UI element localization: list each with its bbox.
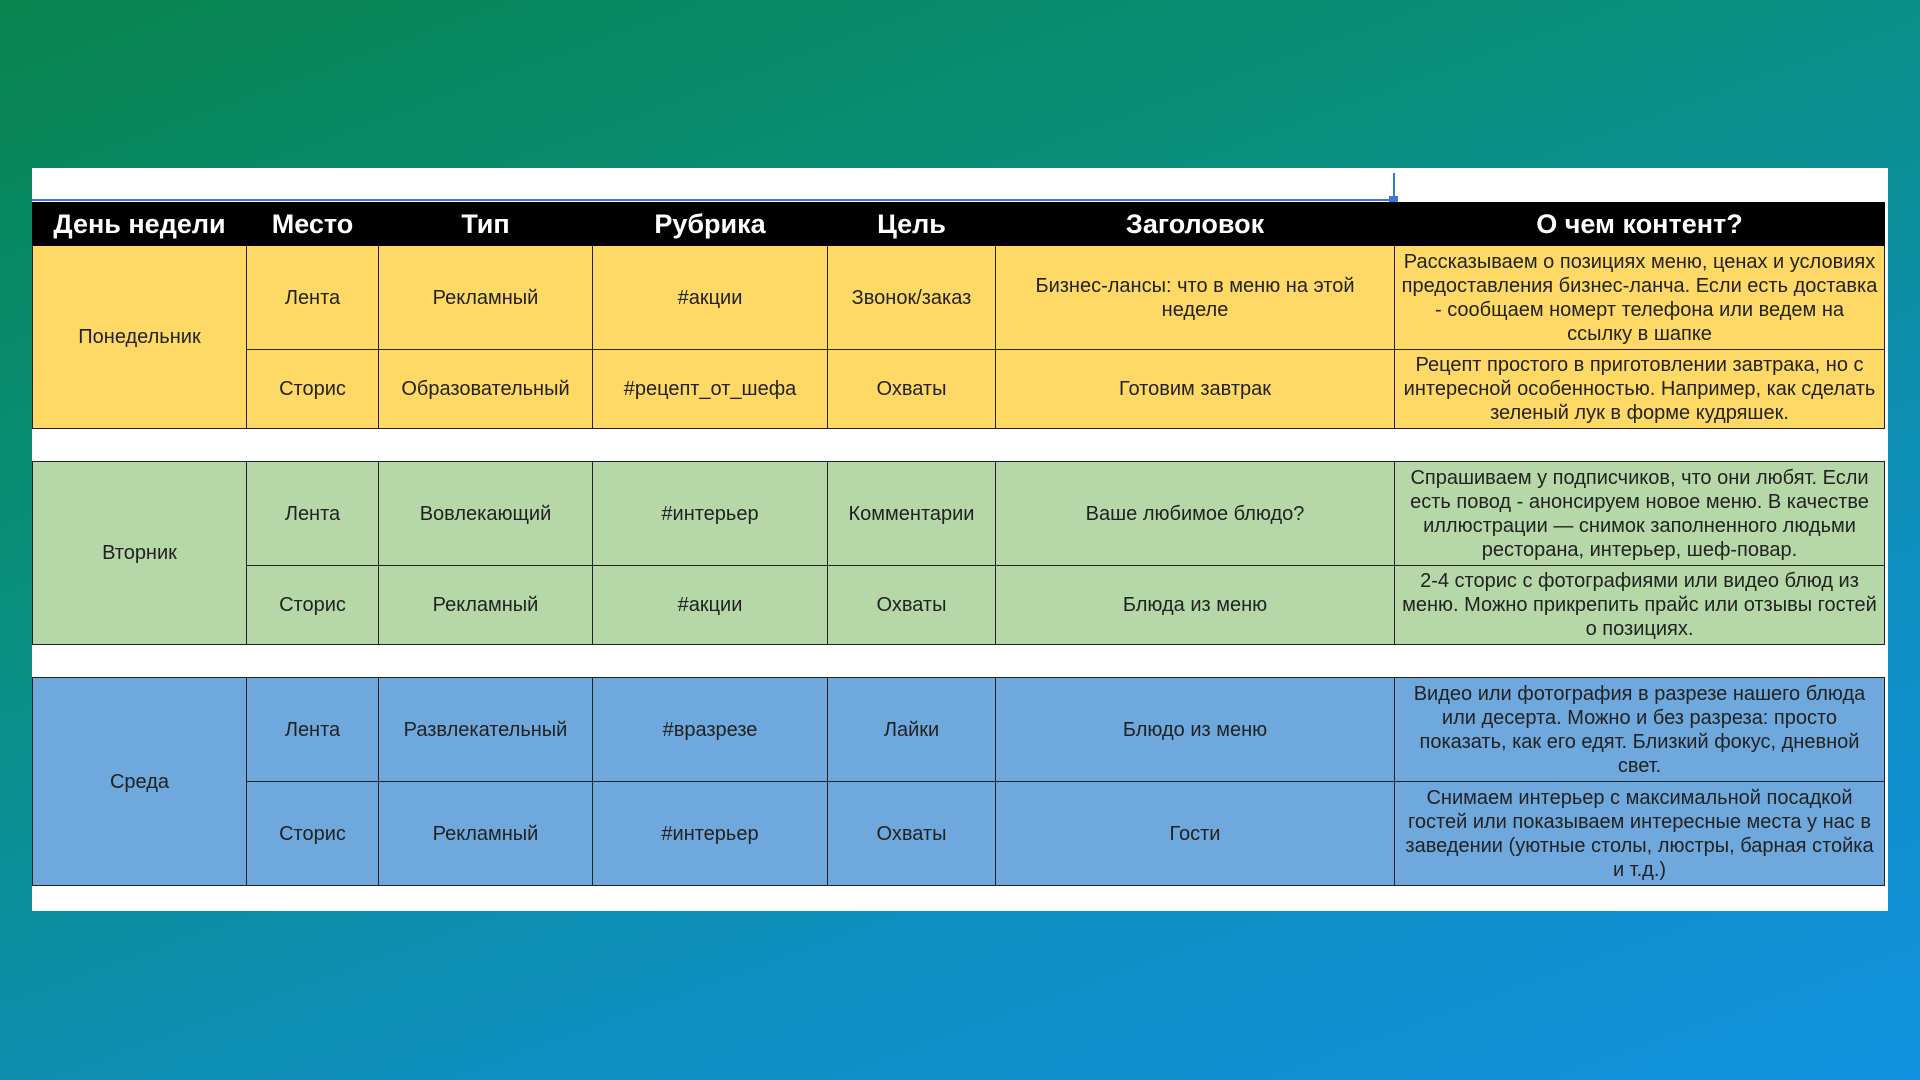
cell-content[interactable]: 2-4 сторис с фотографиями или видео блюд из меню. Можно прикрепить прайс или отзывы гостей о позициях.	[1395, 566, 1885, 645]
header-rubric[interactable]: Рубрика	[593, 203, 828, 246]
spacer-row	[33, 645, 1885, 678]
header-day[interactable]: День недели	[33, 203, 247, 246]
cell-place[interactable]: Сторис	[247, 566, 379, 645]
cell-type[interactable]: Рекламный	[379, 246, 593, 350]
formula-row-strip	[32, 168, 1395, 201]
header-goal[interactable]: Цель	[828, 203, 996, 246]
header-row	[33, 203, 1885, 246]
cell-title[interactable]: Бизнес-лансы: что в меню на этой неделе	[996, 246, 1395, 350]
spacer-row	[33, 429, 1885, 462]
cell-goal[interactable]: Звонок/заказ	[828, 246, 996, 350]
spacer-cell[interactable]	[33, 645, 1885, 678]
table-row	[33, 678, 1885, 782]
cell-type[interactable]: Развлекательный	[379, 678, 593, 782]
table-row	[33, 782, 1885, 886]
cell-rubric[interactable]: #рецепт_от_шефа	[593, 350, 828, 429]
header-title[interactable]: Заголовок	[996, 203, 1395, 246]
header-place[interactable]: Место	[247, 203, 379, 246]
table-row	[33, 566, 1885, 645]
cell-rubric[interactable]: #интерьер	[593, 462, 828, 566]
header-content[interactable]: О чем контент?	[1395, 203, 1885, 246]
cell-goal[interactable]: Охваты	[828, 566, 996, 645]
cell-type[interactable]: Рекламный	[379, 782, 593, 886]
cell-goal[interactable]: Комментарии	[828, 462, 996, 566]
cell-type[interactable]: Образовательный	[379, 350, 593, 429]
cell-content[interactable]: Снимаем интерьер с максимальной посадкой гостей или показываем интересные места у нас в заведении (уютные столы, люстры, барная стойка и т.д.)	[1395, 782, 1885, 886]
table-row	[33, 462, 1885, 566]
table-row	[33, 350, 1885, 429]
header-type[interactable]: Тип	[379, 203, 593, 246]
day-cell-tuesday[interactable]: Вторник	[33, 462, 247, 645]
content-plan-sheet	[32, 168, 1888, 911]
cell-title[interactable]: Ваше любимое блюдо?	[996, 462, 1395, 566]
cell-rubric[interactable]: #акции	[593, 566, 828, 645]
day-cell-wednesday[interactable]: Среда	[33, 678, 247, 886]
content-plan-table	[32, 202, 1885, 886]
cell-goal[interactable]: Охваты	[828, 782, 996, 886]
cell-content[interactable]: Спрашиваем у подписчиков, что они любят. Если есть повод - анонсируем новое меню. В качестве иллюстрации — снимок заполненного людьми ресторана, интерьер, шеф-повар.	[1395, 462, 1885, 566]
cell-title[interactable]: Готовим завтрак	[996, 350, 1395, 429]
cell-place[interactable]: Лента	[247, 246, 379, 350]
cell-content[interactable]: Видео или фотография в разрезе нашего блюда или десерта. Можно и без разреза: просто показать, как его едят. Близкий фокус, дневной свет.	[1395, 678, 1885, 782]
cell-place[interactable]: Лента	[247, 678, 379, 782]
cell-place[interactable]: Сторис	[247, 350, 379, 429]
cell-title[interactable]: Блюдо из меню	[996, 678, 1395, 782]
cell-content[interactable]: Рассказываем о позициях меню, ценах и условиях предоставления бизнес-ланча. Если есть доставка - сообщаем номерт телефона или ведем на ссылку в шапке	[1395, 246, 1885, 350]
cell-rubric[interactable]: #вразрезе	[593, 678, 828, 782]
cell-place[interactable]: Лента	[247, 462, 379, 566]
cell-rubric[interactable]: #акции	[593, 246, 828, 350]
cell-goal[interactable]: Лайки	[828, 678, 996, 782]
cell-title[interactable]: Гости	[996, 782, 1395, 886]
cell-place[interactable]: Сторис	[247, 782, 379, 886]
cell-type[interactable]: Рекламный	[379, 566, 593, 645]
cell-title[interactable]: Блюда из меню	[996, 566, 1395, 645]
table-row	[33, 246, 1885, 350]
cell-type[interactable]: Вовлекающий	[379, 462, 593, 566]
cell-rubric[interactable]: #интерьер	[593, 782, 828, 886]
day-cell-monday[interactable]: Понедельник	[33, 246, 247, 429]
cell-goal[interactable]: Охваты	[828, 350, 996, 429]
spacer-cell[interactable]	[33, 429, 1885, 462]
cell-content[interactable]: Рецепт простого в приготовлении завтрака, но с интересной особенностью. Например, как сделать зеленый лук в форме кудряшек.	[1395, 350, 1885, 429]
